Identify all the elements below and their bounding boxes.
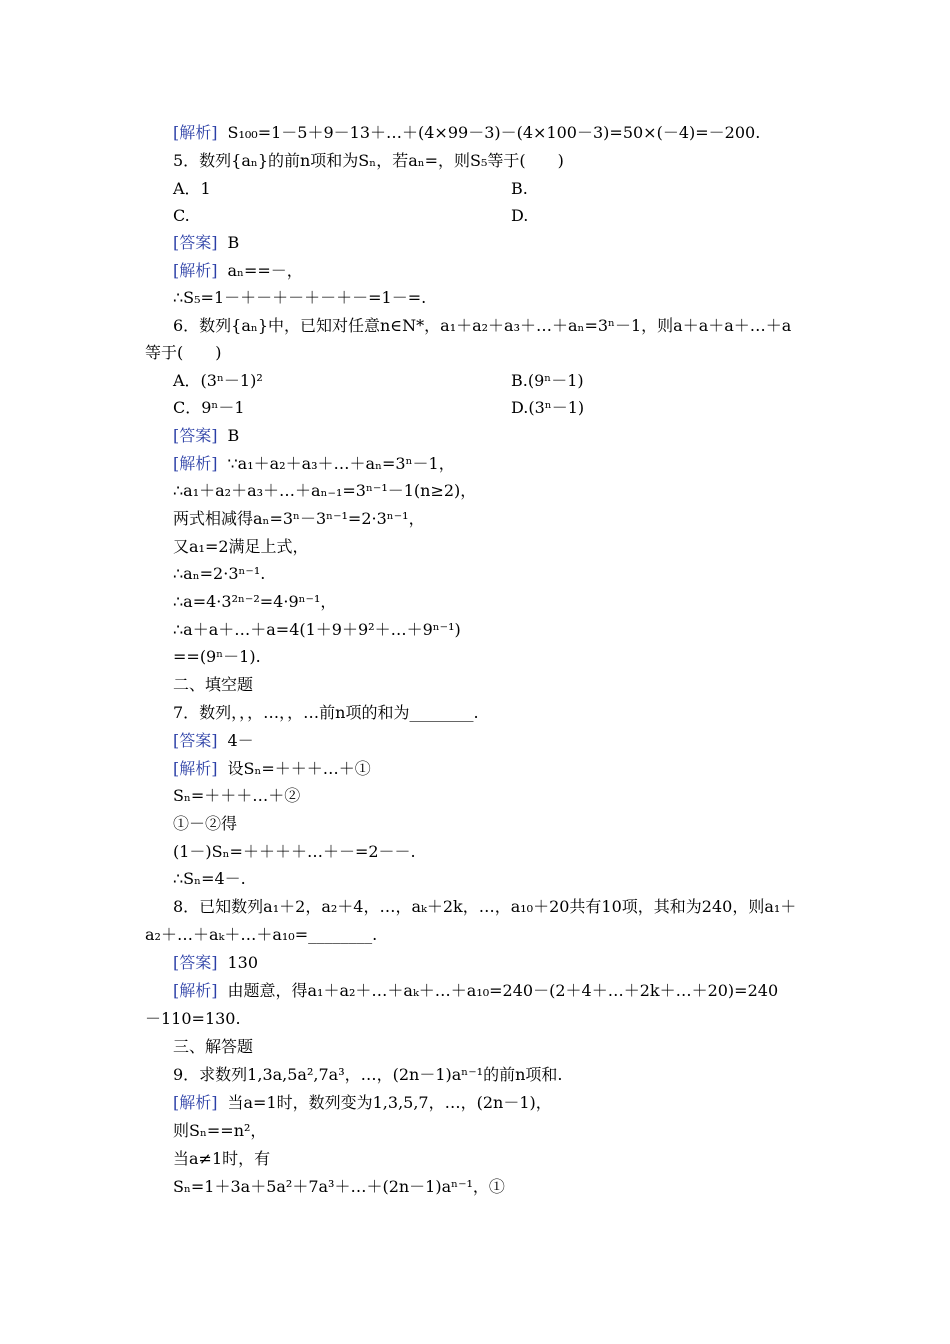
- q7-analysis-line: ①－②得: [173, 814, 238, 833]
- line-text: 4－: [227, 731, 254, 750]
- analysis-line-4: [173, 123, 760, 143]
- line-text: 当a=1时，数列变为1,3,5,7，…，(2n－1)，: [227, 1093, 552, 1112]
- q5-option-c: C.: [173, 206, 190, 225]
- line-text: B: [227, 426, 240, 445]
- q6-analysis-line: ∴a＋a＋…＋a=4(1＋9＋9²＋…＋9ⁿ⁻¹): [173, 620, 461, 639]
- line-text: 130: [227, 953, 259, 972]
- q7-analysis-line: (1－)Sₙ=＋＋＋＋…＋－=2－－.: [173, 842, 416, 861]
- q9-analysis-line: Sₙ=1＋3a＋5a²＋7a³＋…＋(2n－1)aⁿ⁻¹，①: [173, 1177, 505, 1196]
- q8-analysis-cont: －110=130.: [145, 1009, 241, 1028]
- q6-analysis: [173, 454, 455, 474]
- section-heading-fill-in: 二、填空题: [173, 675, 254, 694]
- q5-option-d: D.: [511, 206, 529, 225]
- line-text: aₙ==－，: [227, 261, 303, 280]
- q6-answer: [173, 426, 239, 446]
- analysis-tag: [解析]: [173, 454, 218, 473]
- q5-option-a: A．1: [173, 179, 211, 198]
- question-6: 6．数列{aₙ}中，已知对任意n∈N*，a₁＋a₂＋a₃＋…＋aₙ=3ⁿ－1，则a＋a＋a＋…＋a: [173, 316, 792, 335]
- analysis-tag: [解析]: [173, 1093, 218, 1112]
- answer-tag: [答案]: [173, 953, 218, 972]
- q6-analysis-line: 两式相减得aₙ=3ⁿ－3ⁿ⁻¹=2·3ⁿ⁻¹，: [173, 509, 425, 528]
- q5-analysis-line: ∴S₅=1－＋－＋－＋－＋－=1－=.: [173, 288, 427, 307]
- q5-option-b: B.: [511, 179, 528, 198]
- answer-tag: [答案]: [173, 233, 218, 252]
- answer-tag: [答案]: [173, 426, 218, 445]
- q7-analysis-line: ∴Sₙ=4－.: [173, 869, 246, 888]
- question-8-cont: a₂＋…＋aₖ＋…＋a₁₀=________.: [145, 925, 378, 944]
- line-text: 由题意，得a₁＋a₂＋…＋aₖ＋…＋a₁₀=240－(2＋4＋…＋2k＋…＋20)=240: [227, 981, 779, 1000]
- q6-analysis-line: ∴a=4·3²ⁿ⁻²=4·9ⁿ⁻¹，: [173, 592, 337, 611]
- analysis-tag: [解析]: [173, 261, 218, 280]
- line-text: ∵a₁＋a₂＋a₃＋…＋aₙ=3ⁿ－1，: [227, 454, 455, 473]
- line-text: 设Sₙ=＋＋＋…＋①: [227, 759, 371, 778]
- q7-answer: [173, 731, 254, 751]
- q5-answer: [173, 233, 239, 253]
- analysis-tag: [解析]: [173, 981, 218, 1000]
- section-heading-solve: 三、解答题: [173, 1037, 254, 1056]
- q8-analysis: [173, 981, 778, 1001]
- q7-analysis-line: Sₙ=＋＋＋…＋②: [173, 786, 301, 805]
- question-9: 9．求数列1,3a,5a²,7a³，…，(2n－1)aⁿ⁻¹的前n项和.: [173, 1065, 563, 1084]
- q9-analysis: [173, 1093, 552, 1113]
- q6-option-d: D.(3ⁿ－1): [511, 398, 585, 417]
- question-7: 7．数列，，，…，，…前n项的和为________.: [173, 703, 479, 722]
- question-5: 5．数列{aₙ}的前n项和为Sₙ，若aₙ=，则S₅等于( ): [173, 151, 564, 170]
- q8-answer: [173, 953, 258, 973]
- q9-analysis-line: 则Sₙ==n²，: [173, 1121, 267, 1140]
- q6-analysis-line: ∴a₁＋a₂＋a₃＋…＋aₙ₋₁=3ⁿ⁻¹－1(n≥2)，: [173, 481, 477, 500]
- analysis-tag: [解析]: [173, 759, 218, 778]
- q6-analysis-line: ==(9ⁿ－1).: [173, 647, 261, 666]
- question-8: 8．已知数列a₁＋2，a₂＋4，…，aₖ＋2k，…，a₁₀＋20共有10项，其和为240，则a₁＋: [173, 897, 797, 916]
- line-text: S₁₀₀=1－5＋9－13＋…＋(4×99－3)－(4×100－3)=50×(－4)=－200.: [227, 123, 761, 142]
- q6-analysis-line: ∴aₙ=2·3ⁿ⁻¹.: [173, 564, 266, 583]
- q6-option-a: A．(3ⁿ－1)²: [173, 371, 263, 390]
- q6-analysis-line: 又a₁=2满足上式，: [173, 537, 309, 556]
- q9-analysis-line: 当a≠1时，有: [173, 1149, 271, 1168]
- q6-option-b: B.(9ⁿ－1): [511, 371, 584, 390]
- q7-analysis: [173, 759, 371, 779]
- answer-tag: [答案]: [173, 731, 218, 750]
- q6-option-c: C．9ⁿ－1: [173, 398, 245, 417]
- analysis-tag: [解析]: [173, 123, 218, 142]
- line-text: B: [227, 233, 240, 252]
- q5-analysis: [173, 261, 303, 281]
- question-6-cont: 等于( ): [145, 343, 222, 362]
